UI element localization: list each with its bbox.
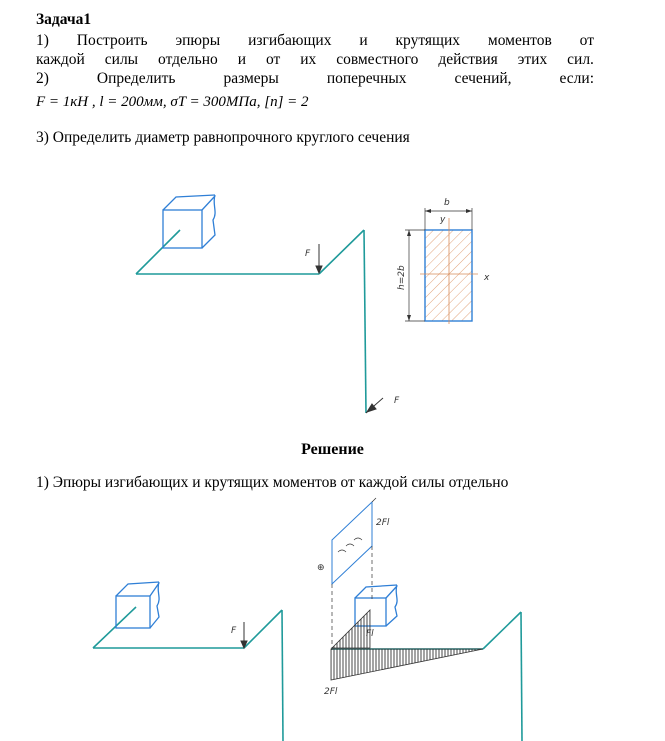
word: крутящих [395,32,461,49]
word: сечений, [454,70,512,87]
word: 1) [36,32,49,49]
force-label-2: F [394,396,400,406]
word: совместного [336,51,419,68]
torque-label: 2Fl [376,518,390,528]
word: от [265,51,281,68]
moment-epure-large [331,649,483,680]
word: моментов [487,32,552,49]
word: поперечных [326,70,407,87]
section-width-label: b [444,198,450,208]
word: каждой [36,51,85,68]
formula: F = 1кН , l = 200мм, σT = 300МПа, [n] = 2 [36,94,309,110]
word: их [300,51,317,68]
word: отдельно [158,51,218,68]
word: действия [438,51,498,68]
force-label-1: F [305,249,311,259]
word: силы [104,51,139,68]
word: Определить [96,70,176,87]
section-axis-x: x [484,273,490,283]
word: размеры [223,70,279,87]
word: если: [559,70,594,87]
force-label-3: F [231,626,237,636]
word: изгибающих [248,32,332,49]
word: и [237,51,246,68]
word: Построить [76,32,148,49]
solution-item1-text: 1) Эпюры изгибающих и крутящих моментов от каждой силы отдельно [36,474,509,491]
word: этих [517,51,548,68]
moment-label-bottom: 2Fl [324,687,338,697]
word: эпюры [175,32,221,49]
word: и [359,32,368,49]
force-arrow-3 [241,622,247,648]
section-axis-y: y [440,215,446,225]
fixed-support-cube-2 [116,582,159,628]
moment-label-small: Fl [366,629,374,639]
beam-frame-2 [93,607,283,741]
word: от [579,32,594,49]
word: 2) [36,70,49,87]
sign-symbol: ⊕ [317,563,325,573]
word: сил. [567,51,594,68]
item3-text: 3) Определить диаметр равнопрочного круглого сечения [36,129,410,146]
section-height-label: h=2b [397,265,407,290]
solution-title: Решение [301,441,364,458]
moment-epure-small [332,610,370,648]
task-title: Задача1 [36,11,92,28]
